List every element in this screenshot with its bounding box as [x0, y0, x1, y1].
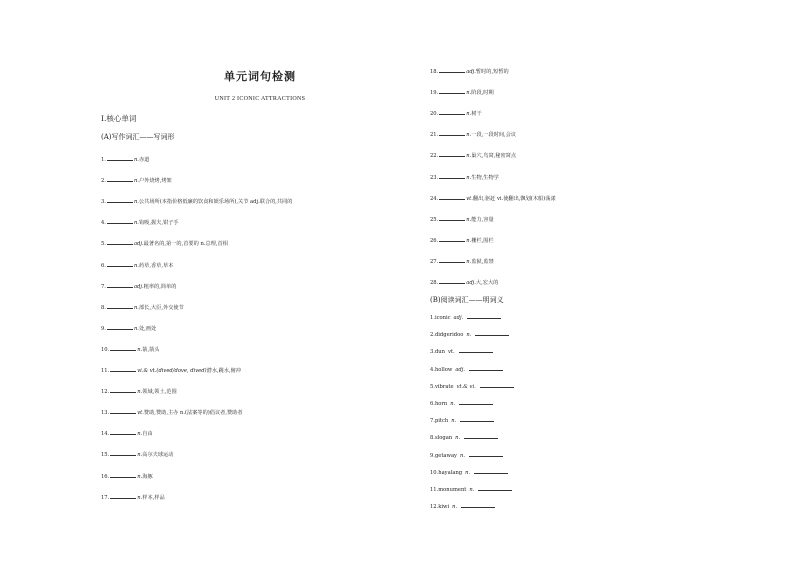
answer-blank[interactable]: [110, 450, 136, 456]
item-number: 24.: [430, 195, 439, 202]
list-item: [430, 382, 515, 391]
part-of-speech: adj.: [133, 241, 144, 248]
item-number: 14.: [101, 431, 110, 438]
answer-blank[interactable]: [460, 416, 494, 422]
list-item: [101, 387, 177, 396]
meaning-text: 高尔夫球运动: [142, 452, 174, 459]
vocab-word: iconic: [434, 315, 451, 321]
meaning-text: 生物,生物学: [471, 174, 499, 181]
part-of-speech: adj.: [453, 315, 464, 321]
meaning-text: 栅栏,围栏: [471, 237, 494, 244]
meaning-text: 自由: [142, 431, 153, 438]
list-item: [101, 261, 173, 270]
meaning-text: 树干: [471, 111, 482, 118]
part-of-speech: adj.: [466, 280, 476, 286]
part-of-speech: n.: [466, 90, 472, 97]
part-of-speech: n.: [466, 237, 472, 244]
part-of-speech: vt.: [447, 349, 455, 356]
answer-blank[interactable]: [439, 130, 465, 136]
item-number: 1.: [101, 157, 106, 163]
part-of-speech: n.: [133, 262, 139, 269]
item-number: 8.: [101, 304, 106, 311]
part-of-speech: vt.: [466, 195, 473, 202]
list-item: [101, 176, 172, 185]
answer-blank[interactable]: [439, 173, 465, 179]
meaning-text: 样本,样品: [142, 494, 165, 501]
list-item: [430, 278, 498, 287]
meaning-text: 户外烧烤,烤架: [138, 178, 172, 185]
answer-blank[interactable]: [459, 399, 493, 405]
meaning-text: 赞助,赞助,主办 n.(法案等的)倡议者,赞助者: [143, 410, 243, 417]
answer-blank[interactable]: [110, 472, 136, 478]
item-number: 5.: [101, 241, 106, 248]
list-item: [430, 416, 495, 425]
list-item: [430, 502, 496, 511]
item-number: 8.: [430, 435, 435, 442]
meaning-text: 部长,大臣,外交使节: [138, 304, 184, 311]
answer-blank[interactable]: [107, 261, 133, 267]
section-heading: Ⅰ.核心单词: [101, 114, 137, 123]
item-number: 9.: [101, 325, 106, 332]
item-number: 6.: [101, 262, 106, 269]
list-item: [101, 155, 149, 164]
answer-blank[interactable]: [107, 218, 133, 224]
list-item: [430, 313, 502, 322]
part-of-speech: adj.: [133, 283, 144, 290]
part-of-speech: n.: [137, 431, 143, 438]
item-number: 28.: [430, 280, 439, 286]
meaning-text: 监狱,监禁: [471, 258, 494, 265]
meaning-text: 赤道: [138, 157, 150, 163]
item-number: 7.: [430, 418, 435, 425]
list-item: [430, 330, 510, 339]
list-item: [430, 151, 516, 160]
list-item: [430, 451, 504, 460]
item-number: 27.: [430, 258, 439, 265]
meaning-text: 阶段,时期: [471, 90, 494, 97]
part-of-speech: n.: [133, 325, 139, 332]
item-number: 3.: [101, 199, 106, 206]
answer-blank[interactable]: [107, 176, 133, 182]
answer-blank[interactable]: [110, 387, 136, 393]
list-item: [430, 130, 516, 139]
part-of-speech: n.: [466, 153, 472, 160]
answer-blank[interactable]: [439, 236, 465, 242]
answer-blank[interactable]: [478, 485, 512, 491]
answer-blank[interactable]: [480, 382, 514, 388]
part-of-speech: n.: [450, 401, 456, 407]
meaning-text: 药草,香草,草本: [138, 262, 174, 269]
part-of-speech: n.: [466, 174, 472, 181]
item-number: 1.: [430, 315, 435, 321]
part-of-speech: n.: [137, 473, 143, 480]
item-number: 2.: [101, 178, 106, 185]
answer-blank[interactable]: [107, 155, 133, 161]
item-number: 9.: [430, 452, 435, 459]
item-number: 2.: [430, 332, 435, 339]
list-item: [101, 493, 165, 502]
item-number: 13.: [101, 410, 110, 417]
list-item: [430, 88, 494, 97]
item-number: 23.: [430, 174, 439, 181]
list-item: [101, 345, 159, 354]
answer-blank[interactable]: [467, 313, 501, 319]
answer-blank[interactable]: [439, 215, 465, 221]
list-item: [430, 433, 499, 442]
part-of-speech: n.: [133, 178, 139, 185]
list-item: [430, 173, 499, 182]
list-item: [101, 282, 176, 291]
meaning-text: 领域,领土,范围: [142, 389, 177, 396]
part-of-speech: n.: [137, 494, 143, 501]
answer-blank[interactable]: [439, 257, 465, 263]
meaning-text: 粗率的,简单的: [143, 283, 177, 290]
item-number: 5.: [430, 383, 435, 390]
meaning-text: 箭,箭头: [142, 346, 160, 353]
part-of-speech: n.: [465, 469, 471, 476]
list-item: [101, 218, 179, 227]
part-of-speech: adj.: [455, 366, 465, 373]
part-of-speech: n.: [466, 258, 472, 265]
part-of-speech: n.: [133, 157, 139, 163]
vocab-word: slogan: [434, 435, 453, 442]
meaning-text: 暂时的,短暂的: [475, 69, 509, 75]
vocab-word: monument: [438, 487, 467, 493]
answer-blank[interactable]: [110, 408, 136, 414]
answer-blank[interactable]: [439, 278, 465, 284]
vocab-word: hollow: [434, 366, 453, 373]
item-number: 4.: [430, 366, 435, 373]
list-item: [430, 257, 494, 266]
unit-subtitle: UNIT 2 ICONIC ATTRACTIONS: [214, 96, 306, 102]
part-of-speech: n.: [137, 389, 143, 396]
list-item: [430, 194, 556, 203]
list-item: [101, 429, 153, 438]
meaning-text: 钩吸,握夫,钳子手: [138, 220, 179, 227]
part-of-speech: n.: [133, 199, 139, 206]
item-number: 18.: [430, 69, 439, 75]
item-number: 11.: [430, 487, 439, 493]
part-of-speech: adj.: [466, 69, 476, 75]
answer-blank[interactable]: [110, 429, 136, 435]
vocab-word: didgeridoo: [434, 332, 464, 339]
part-of-speech: n.: [469, 487, 475, 493]
meaning-text: 公共场所(本指价格低廉的饮食和娱乐场所),关节 adj.联合的,共同的: [138, 199, 293, 206]
vocab-word: getaway: [434, 452, 457, 459]
part-of-speech: n.: [452, 504, 458, 511]
part-of-speech: n.: [133, 304, 139, 311]
page-title: 单元词句检测: [224, 70, 296, 83]
part-of-speech: n.: [137, 452, 143, 459]
list-item: [101, 303, 184, 312]
answer-blank[interactable]: [110, 366, 136, 372]
vocab-word: pitch: [434, 418, 449, 425]
meaning-text: 潜水,跳水,俯冲: [206, 368, 241, 374]
list-item: [101, 472, 153, 481]
answer-blank[interactable]: [107, 324, 133, 330]
answer-blank[interactable]: [110, 493, 136, 499]
list-item: [430, 109, 482, 118]
item-number: 11.: [101, 368, 110, 374]
answer-blank[interactable]: [439, 194, 465, 200]
list-item: [101, 239, 228, 248]
vocab-word: hayalang: [438, 469, 463, 476]
list-item: [430, 468, 509, 477]
part-of-speech: n.: [455, 435, 461, 442]
item-number: 12.: [430, 504, 439, 511]
meaning-text: 处,画处: [138, 325, 157, 332]
item-number: 25.: [430, 216, 439, 223]
part-of-speech: vt.: [137, 410, 144, 417]
vocab-word: dun: [434, 349, 445, 356]
answer-blank[interactable]: [475, 330, 509, 336]
answer-blank[interactable]: [469, 365, 503, 371]
answer-blank[interactable]: [461, 502, 495, 508]
part-of-speech: n.: [466, 111, 472, 118]
list-item: [430, 485, 513, 494]
meaning-text: 巢穴,鸟窝,秘密窝点: [471, 153, 517, 160]
part-of-speech: vt.& vi.: [456, 383, 476, 390]
answer-blank[interactable]: [439, 67, 465, 73]
part-of-speech: n.: [451, 418, 457, 425]
part-of-speech: n.: [137, 346, 143, 353]
vocab-word: horn: [434, 401, 448, 407]
item-number: 17.: [101, 494, 110, 501]
part-of-speech: n.: [466, 132, 472, 139]
part-a-heading: (A)写作词汇——写词形: [101, 133, 175, 141]
answer-blank[interactable]: [469, 451, 503, 457]
part-of-speech: n.: [466, 332, 472, 339]
list-item: [101, 450, 173, 459]
part-b-heading: (B)阅读词汇——明词义: [430, 296, 504, 304]
list-item: [430, 347, 494, 356]
answer-blank[interactable]: [459, 347, 493, 353]
vocab-word: kiwi: [438, 504, 450, 511]
item-number: 12.: [101, 389, 110, 396]
meaning-text: 能力,容量: [471, 216, 494, 223]
answer-blank[interactable]: [107, 303, 133, 309]
item-number: 10.: [101, 346, 110, 353]
part-of-speech: n.: [460, 452, 465, 459]
list-item: [430, 67, 509, 76]
item-number: 26.: [430, 237, 439, 244]
answer-blank[interactable]: [107, 282, 133, 288]
item-number: 3.: [430, 349, 435, 356]
answer-blank[interactable]: [107, 239, 133, 245]
answer-blank[interactable]: [439, 109, 465, 115]
item-number: 4.: [101, 220, 106, 227]
item-number: 10.: [430, 469, 439, 476]
item-number: 6.: [430, 401, 435, 407]
answer-blank[interactable]: [439, 88, 465, 94]
meaning-text: 最著名的,第一的,首要的 n.总理,首相: [143, 241, 228, 248]
meaning-text: 翻出,驱赶 vi.使翻出,飘划(木船)荡漾: [472, 195, 556, 202]
list-item: [101, 366, 241, 375]
part-of-speech: n.: [133, 220, 139, 227]
item-number: 15.: [101, 452, 110, 459]
item-number: 21.: [430, 132, 439, 139]
list-item: [101, 324, 156, 333]
part-of-speech: n.: [466, 216, 472, 223]
list-item: [101, 197, 293, 206]
item-number: 7.: [101, 283, 106, 290]
meaning-text: 一段,一段时间,会议: [471, 132, 517, 139]
answer-blank[interactable]: [439, 151, 465, 157]
list-item: [430, 365, 504, 374]
list-item: [101, 408, 243, 417]
meaning-text: 海豚: [142, 473, 153, 480]
answer-blank[interactable]: [464, 433, 498, 439]
item-number: 16.: [101, 473, 110, 480]
list-item: [430, 399, 494, 408]
item-number: 19.: [430, 90, 439, 97]
meaning-text: 大,宏大的: [475, 280, 499, 286]
part-of-speech: vi.& vt.(dived/dove, dived): [137, 368, 207, 374]
list-item: [430, 215, 494, 224]
vocab-word: vibrate: [434, 383, 454, 390]
answer-blank[interactable]: [110, 345, 136, 351]
item-number: 20.: [430, 111, 439, 118]
list-item: [430, 236, 494, 245]
answer-blank[interactable]: [107, 197, 133, 203]
answer-blank[interactable]: [474, 468, 508, 474]
item-number: 22.: [430, 153, 439, 160]
